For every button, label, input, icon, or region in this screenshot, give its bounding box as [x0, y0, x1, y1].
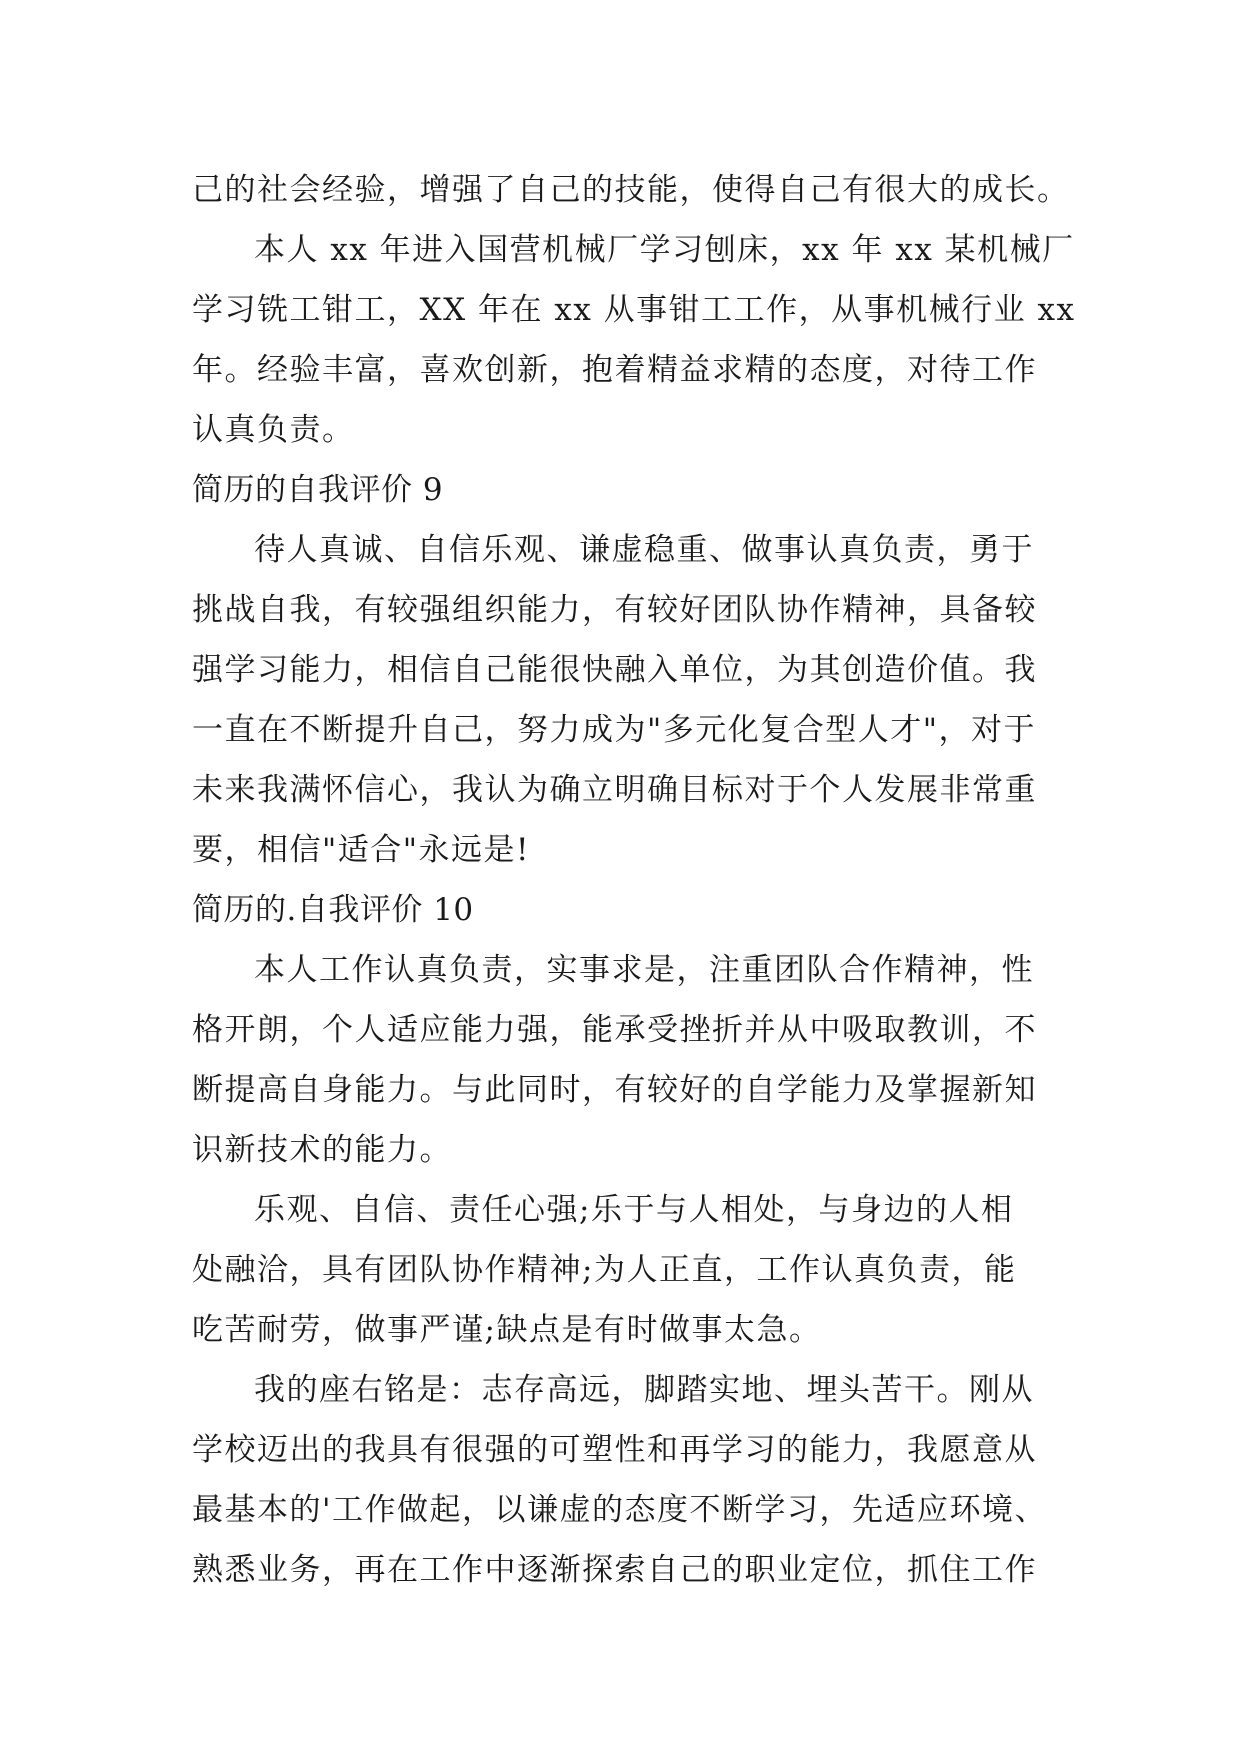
paragraph-line: 未来我满怀信心，我认为确立明确目标对于个人发展非常重: [192, 772, 1037, 808]
paragraph-line: 一直在不断提升自己，努力成为"多元化复合型人才"，对于: [192, 712, 1037, 748]
paragraph-line: 待人真诚、自信乐观、谦虚稳重、做事认真负责，勇于: [254, 532, 1034, 568]
section-heading: 简历的.自我评价 10: [192, 892, 474, 928]
paragraph-line: 我的座右铭是：志存高远，脚踏实地、埋头苦干。刚从: [254, 1372, 1034, 1408]
paragraph-line: 本人工作认真负责，实事求是，注重团队合作精神，性: [254, 952, 1034, 988]
paragraph-line: 断提高自身能力。与此同时，有较好的自学能力及掌握新知: [192, 1072, 1037, 1108]
paragraph-line: 学习铣工钳工，XX 年在 xx 从事钳工工作，从事机械行业 xx: [192, 292, 1076, 328]
paragraph-line: 乐观、自信、责任心强;乐于与人相处，与身边的人相: [254, 1192, 1014, 1228]
document-body: [192, 160, 1076, 1600]
paragraph-line: 熟悉业务，再在工作中逐渐探索自己的职业定位，抓住工作: [192, 1552, 1037, 1588]
paragraph-line: 格开朗，个人适应能力强，能承受挫折并从中吸取教训，不: [192, 1012, 1037, 1048]
paragraph-line: 年。经验丰富，喜欢创新，抱着精益求精的态度，对待工作: [192, 352, 1037, 388]
paragraph-line: 己的社会经验，增强了自己的技能，使得自己有很大的成长。: [192, 172, 1070, 208]
paragraph-line: 要，相信"适合"永远是!: [192, 832, 530, 868]
paragraph-line: 最基本的'工作做起，以谦虚的态度不断学习，先适应环境、: [192, 1492, 1048, 1528]
paragraph-line: 强学习能力，相信自己能很快融入单位，为其创造价值。我: [192, 652, 1037, 688]
paragraph-line: 学校迈出的我具有很强的可塑性和再学习的能力，我愿意从: [192, 1432, 1037, 1468]
paragraph-line: 挑战自我，有较强组织能力，有较好团队协作精神，具备较: [192, 592, 1037, 628]
paragraph-line: 吃苦耐劳，做事严谨;缺点是有时做事太急。: [192, 1312, 822, 1348]
paragraph-line: 本人 xx 年进入国营机械厂学习刨床，xx 年 xx 某机械厂: [254, 232, 1075, 268]
section-heading: 简历的自我评价 9: [192, 472, 444, 508]
paragraph-line: 认真负责。: [192, 412, 355, 448]
paragraph-line: 识新技术的能力。: [192, 1132, 452, 1168]
paragraph-line: 处融洽，具有团队协作精神;为人正直，工作认真负责，能: [192, 1252, 1017, 1288]
